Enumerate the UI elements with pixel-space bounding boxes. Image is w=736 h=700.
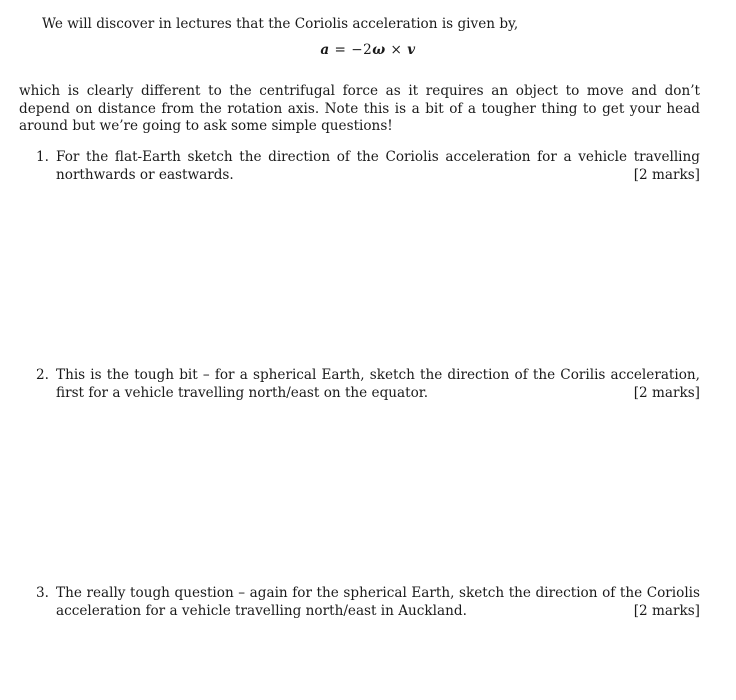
intro-text: We will discover in lectures that the Coriolis acceleration is given by, bbox=[42, 16, 519, 32]
question-number: 2. bbox=[36, 367, 49, 383]
equation-omega: ω bbox=[372, 42, 386, 58]
question-body bbox=[56, 585, 700, 620]
coriolis-equation bbox=[0, 42, 736, 60]
question-body bbox=[56, 149, 700, 184]
explanation-paragraph: which is clearly different to the centrifugal force as it requires an object to move and don’t depend on distance from the rotation axis. Note this is a bit of a tougher thing to get your head around but we’re going to ask some simple questions! bbox=[19, 83, 700, 134]
equation-cross: × bbox=[385, 42, 408, 58]
equation-coefficient: 2 bbox=[363, 42, 373, 58]
equation-v: v bbox=[407, 42, 416, 58]
question-text: This is the tough bit – for a spherical Earth, sketch the direction of the Corilis acceleration, first for a vehicle travelling north/east on the equator. bbox=[56, 367, 700, 401]
question-marks: [2 marks] bbox=[633, 384, 700, 401]
question-2 bbox=[36, 367, 700, 402]
question-3 bbox=[36, 585, 700, 620]
question-text: For the flat-Earth sketch the direction of the Coriolis acceleration for a vehicle travelling northwards or eastwards. bbox=[56, 149, 700, 183]
equation-lhs: a bbox=[320, 42, 330, 58]
equation-equals: = − bbox=[329, 42, 364, 58]
question-1 bbox=[36, 149, 700, 184]
question-number: 3. bbox=[36, 585, 49, 601]
question-text: The really tough question – again for the spherical Earth, sketch the direction of the Coriolis acceleration for a vehicle travelling north/east in Auckland. bbox=[56, 585, 700, 619]
question-body bbox=[56, 367, 700, 402]
question-number: 1. bbox=[36, 149, 49, 165]
question-marks: [2 marks] bbox=[633, 166, 700, 183]
question-marks: [2 marks] bbox=[633, 602, 700, 619]
